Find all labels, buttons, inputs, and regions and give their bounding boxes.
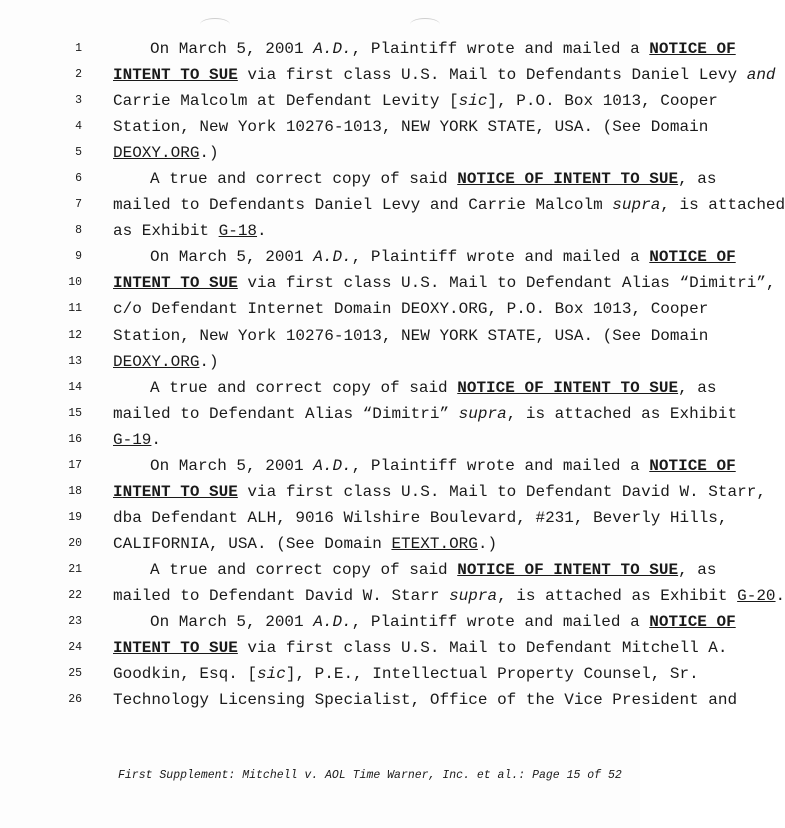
- punch-hole-mark: [200, 18, 230, 31]
- text-line: Station, New York 10276-1013, NEW YORK STATE, USA. (See Domain: [113, 326, 709, 345]
- line-number: 23: [68, 615, 82, 629]
- line-number: 17: [68, 458, 82, 472]
- line-number: 15: [68, 406, 82, 420]
- text-line: On March 5, 2001 A.D., Plaintiff wrote and mailed a NOTICE OF: [150, 248, 736, 267]
- line-number: 1: [75, 42, 82, 55]
- text-line: c/o Defendant Internet Domain DEOXY.ORG, P.O. Box 1013, Cooper: [113, 300, 709, 319]
- line-number: 14: [68, 380, 82, 394]
- text-line: DEOXY.ORG.): [113, 352, 219, 371]
- text-line: INTENT TO SUE via first class U.S. Mail to Defendant Mitchell A.: [113, 639, 728, 658]
- text-line: mailed to Defendant Alias “Dimitri” supra, is attached as Exhibit: [113, 404, 738, 423]
- text-line: On March 5, 2001 A.D., Plaintiff wrote and mailed a NOTICE OF: [150, 613, 736, 632]
- text-line: G-19.: [113, 430, 162, 449]
- line-number: 26: [68, 693, 82, 707]
- line-number: 20: [68, 536, 82, 550]
- line-number: 10: [68, 276, 82, 290]
- line-number: 11: [68, 302, 82, 316]
- text-line: A true and correct copy of said NOTICE OF INTENT TO SUE, as: [150, 560, 717, 579]
- line-number: 16: [68, 432, 82, 446]
- text-line: On March 5, 2001 A.D., Plaintiff wrote and mailed a NOTICE OF: [150, 40, 736, 58]
- text-line: Station, New York 10276-1013, NEW YORK STATE, USA. (See Domain: [113, 118, 709, 137]
- line-number: 12: [68, 328, 82, 342]
- text-line: mailed to Defendant David W. Starr supra, is attached as Exhibit G-20.: [113, 586, 785, 605]
- line-number: 25: [68, 667, 82, 681]
- line-number: 19: [68, 510, 82, 524]
- punch-hole-mark: [410, 18, 440, 31]
- line-number: 6: [75, 172, 82, 186]
- line-number: 5: [75, 146, 82, 160]
- text-line: Carrie Malcolm at Defendant Levity [sic], P.O. Box 1013, Cooper: [113, 92, 718, 111]
- line-number: 4: [75, 120, 82, 134]
- line-number: 18: [68, 484, 82, 498]
- line-number: 21: [68, 562, 82, 576]
- text-line: On March 5, 2001 A.D., Plaintiff wrote and mailed a NOTICE OF: [150, 456, 736, 475]
- line-number: 3: [75, 94, 82, 108]
- text-line: A true and correct copy of said NOTICE OF INTENT TO SUE, as: [150, 170, 717, 189]
- line-number: 7: [75, 198, 82, 212]
- text-line: dba Defendant ALH, 9016 Wilshire Boulevard, #231, Beverly Hills,: [113, 508, 728, 527]
- text-line: as Exhibit G-18.: [113, 222, 267, 241]
- line-number-column: [58, 41, 82, 718]
- text-line: INTENT TO SUE via first class U.S. Mail to Defendant David W. Starr,: [113, 482, 766, 501]
- line-number: 2: [75, 68, 82, 82]
- line-number: 8: [75, 224, 82, 238]
- text-line: A true and correct copy of said NOTICE OF INTENT TO SUE, as: [150, 378, 717, 397]
- pleading-body: [113, 40, 785, 718]
- text-line: Goodkin, Esq. [sic], P.E., Intellectual Property Counsel, Sr.: [113, 665, 699, 684]
- line-number: 13: [68, 354, 82, 368]
- line-number: 9: [75, 250, 82, 264]
- text-line: Technology Licensing Specialist, Office of the Vice President and: [113, 691, 738, 710]
- line-number: 22: [68, 588, 82, 602]
- line-number: 24: [68, 641, 82, 655]
- page-footer: First Supplement: Mitchell v. AOL Time Warner, Inc. et al.: Page 15 of 52: [118, 769, 622, 782]
- text-line: INTENT TO SUE via first class U.S. Mail to Defendant Alias “Dimitri”,: [113, 274, 776, 293]
- text-line: mailed to Defendants Daniel Levy and Carrie Malcolm supra, is attached: [113, 196, 785, 215]
- text-line: DEOXY.ORG.): [113, 144, 219, 163]
- text-line: INTENT TO SUE via first class U.S. Mail to Defendants Daniel Levy and: [113, 66, 776, 85]
- text-line: CALIFORNIA, USA. (See Domain ETEXT.ORG.): [113, 534, 498, 553]
